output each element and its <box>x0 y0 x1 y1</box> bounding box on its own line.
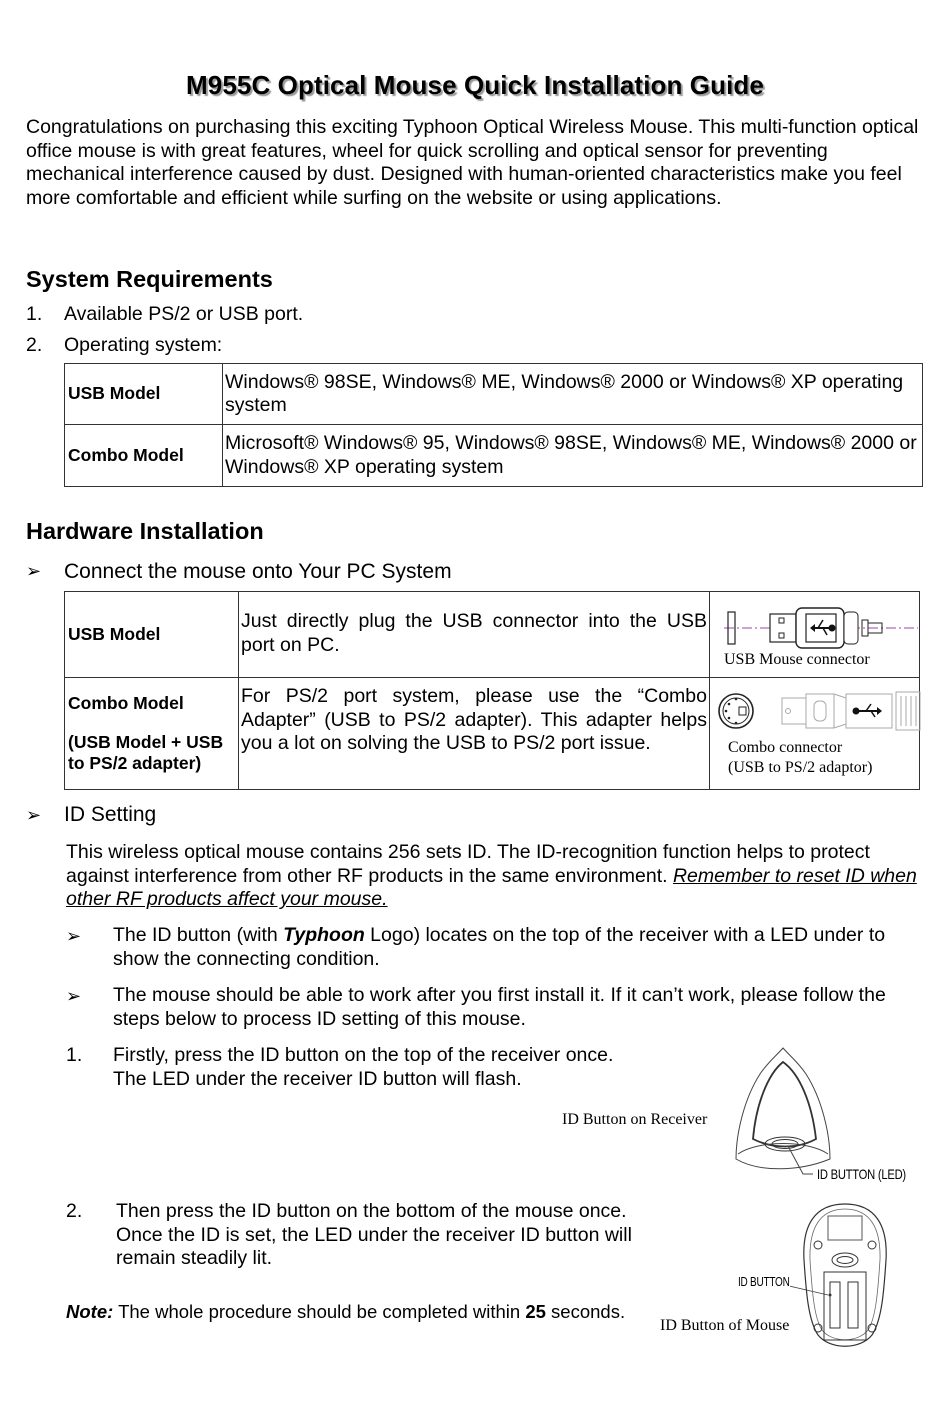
model-cell: Combo Model <box>65 425 223 487</box>
step-2 <box>116 1200 676 1271</box>
arrow-bullet-icon: ➢ <box>26 561 42 581</box>
step-line: Then press the ID button on the bottom of the mouse once. <box>116 1200 627 1222</box>
model-cell <box>65 678 239 790</box>
id-setting-subheading: ID Setting <box>64 803 157 826</box>
receiver-callout-label: ID BUTTON (LED) <box>817 1166 906 1182</box>
list-number: 1. <box>26 303 43 325</box>
model-name: Combo Model <box>68 693 184 713</box>
mouse-caption: ID Button of Mouse <box>660 1317 790 1334</box>
id-bullet-1 <box>113 924 923 971</box>
table-row <box>65 364 923 425</box>
os-cell: Windows® 98SE, Windows® ME, Windows® 2000 or Windows® XP operating system <box>223 364 923 425</box>
receiver-caption: ID Button on Receiver <box>562 1111 708 1128</box>
mouse-callout-label: ID BUTTON <box>738 1275 790 1289</box>
step-1 <box>113 1044 673 1091</box>
combo-connector-caption-2: (USB to PS/2 adaptor) <box>728 759 873 776</box>
note <box>66 1300 625 1324</box>
model-cell: USB Model <box>65 364 223 425</box>
mouse-bottom-illustration-icon <box>790 1200 900 1350</box>
note-label: Note: <box>66 1301 114 1322</box>
requirement-item-2 <box>26 334 42 358</box>
image-cell <box>710 592 920 678</box>
step-line: Firstly, press the ID button on the top of the receiver once. <box>113 1044 614 1066</box>
os-cell: Microsoft® Windows® 95, Windows® 98SE, Windows® ME, Windows® 2000 or Windows® XP operating system <box>223 425 923 487</box>
arrow-bullet-icon: ➢ <box>66 986 82 1006</box>
id-bullet-2: The mouse should be able to work after you first install it. If it can’t work, please follow the steps below to process ID setting of this mouse. <box>113 984 886 1030</box>
hardware-installation-heading: Hardware Installation <box>26 518 264 544</box>
table-row <box>65 678 920 790</box>
requirement-item-1-text: Available PS/2 or USB port. <box>64 303 304 325</box>
model-cell: USB Model <box>65 592 239 678</box>
step-line: Once the ID is set, the LED under the receiver ID button will remain steadily lit. <box>116 1223 632 1270</box>
system-requirements-heading: System Requirements <box>26 266 273 292</box>
arrow-bullet-icon: ➢ <box>66 926 82 946</box>
combo-connector-caption: Combo connector <box>728 739 843 756</box>
description-cell: Just directly plug the USB connector into the USB port on PC. <box>239 592 710 678</box>
bullet-text: The ID button (with <box>113 924 284 946</box>
table-row <box>65 425 923 487</box>
requirement-item-2-text: Operating system: <box>64 334 223 356</box>
id-setting-emphasis: Remember to reset ID when other RF products affect your mouse. <box>66 864 917 911</box>
intro-paragraph: Congratulations on purchasing this exciting Typhoon Optical Wireless Mouse. This multi-function optical office mouse is with great features, wheel for quick scrolling and optical sensor for preventing mechanical interference caused by dust. Designed with human-oriented characteristics make you feel more comfortable and efficient while surfing on the website or using applications. <box>26 116 919 209</box>
note-seconds: 25 <box>525 1301 546 1322</box>
image-cell <box>710 678 920 790</box>
requirement-item-1 <box>26 303 42 327</box>
connection-table <box>64 591 920 790</box>
typhoon-brand: Typhoon <box>283 924 365 946</box>
combo-connector-icon <box>716 686 926 736</box>
step-number: 1. <box>66 1044 83 1066</box>
os-requirements-table <box>64 363 923 487</box>
bullet-text: Logo) locates on the top of the receiver with a LED under to show the connecting condition. <box>113 924 886 970</box>
usb-connector-icon <box>722 604 922 654</box>
model-subtitle: (USB Model + USB to PS/2 adapter) <box>68 732 224 773</box>
usb-connector-caption: USB Mouse connector <box>724 651 870 668</box>
connect-subheading: Connect the mouse onto Your PC System <box>64 560 452 583</box>
id-setting-text: This wireless optical mouse contains 256 sets ID. The ID-recognition function helps to protect against interference from other RF products in the same environment. <box>66 841 870 887</box>
note-text: The whole procedure should be completed within <box>113 1301 526 1322</box>
table-row <box>65 592 920 678</box>
arrow-bullet-icon: ➢ <box>26 805 42 825</box>
description-cell: For PS/2 port system, please use the “Combo Adapter” (USB to PS/2 adapter). This adapter helps you a lot on solving the USB to PS/2 port issue. <box>239 678 710 790</box>
step-line: The LED under the receiver ID button will flash. <box>113 1067 522 1090</box>
step-number: 2. <box>66 1200 83 1222</box>
note-text: seconds. <box>545 1301 626 1322</box>
page-title: M955C Optical Mouse Quick Installation Guide <box>186 70 764 100</box>
id-setting-paragraph <box>66 841 918 912</box>
list-number: 2. <box>26 334 43 356</box>
